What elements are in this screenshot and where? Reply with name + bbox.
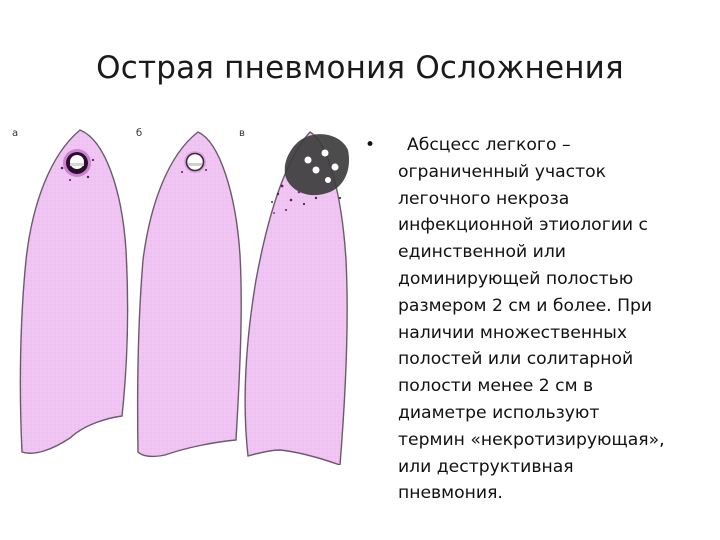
text-line: полостей или солитарной — [398, 349, 634, 370]
text-line: полости менее 2 см в — [398, 376, 594, 397]
panel-label-b: б — [136, 128, 143, 139]
text-line: наличии множественных — [398, 322, 628, 343]
lung-drawings — [10, 120, 360, 465]
panel-label-a: а — [12, 128, 19, 139]
text-line: единственной или — [398, 242, 566, 263]
text-line: легочного некроза — [398, 188, 570, 209]
definition-text — [365, 132, 700, 507]
text-line: размером 2 см и более. При — [398, 295, 653, 316]
lung-shape-b — [138, 132, 242, 456]
slide-title: Острая пневмония Осложнения — [96, 50, 624, 86]
lung-illustration — [10, 120, 360, 465]
lung-panel-b — [138, 132, 242, 456]
text-line: Абсцесс легкого – — [407, 135, 571, 155]
lung-panel-c — [245, 132, 349, 465]
text-line: или деструктивная — [398, 456, 574, 477]
lung-shape-a — [20, 130, 127, 453]
text-line: ограниченный участок — [398, 161, 607, 182]
text-line: инфекционной этиологии с — [398, 215, 648, 236]
panel-label-c: в — [239, 128, 245, 139]
text-line: диаметре используют — [398, 402, 600, 423]
bullet-marker: • — [365, 135, 376, 155]
text-line: термин «некротизирующая», — [398, 429, 665, 450]
text-line: доминирующей полостью — [398, 268, 634, 289]
text-line: пневмония. — [398, 483, 503, 504]
lung-panel-a — [20, 130, 127, 453]
